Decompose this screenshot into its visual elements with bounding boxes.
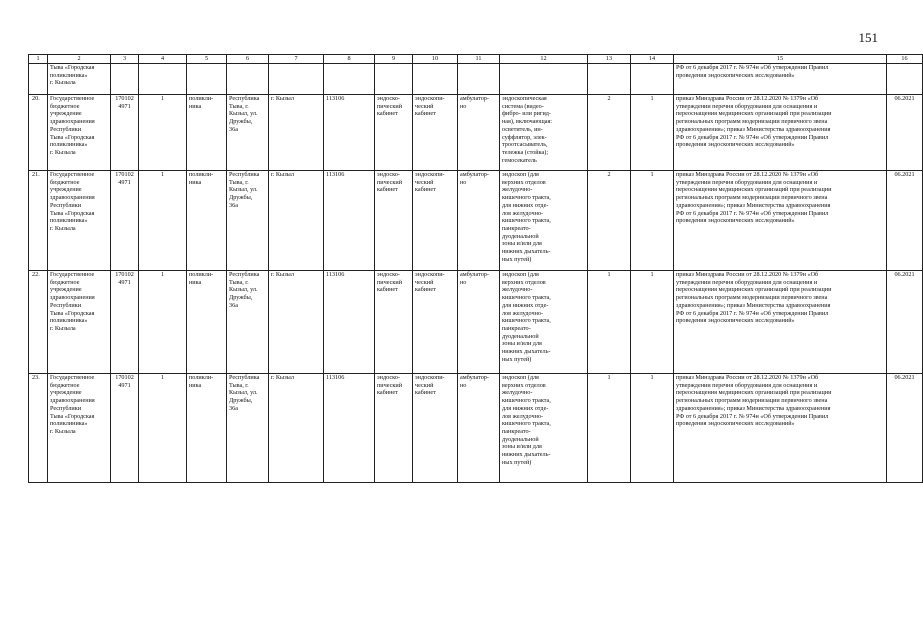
cell-count: 1 [139,95,187,171]
header-col-3: 3 [111,55,139,64]
cell-date: 06.2021 [887,171,923,271]
cell-room: эндоскопи- ческий кабинет [413,95,458,171]
cell-code: 170102 4971 [111,171,139,271]
table-row [29,374,923,483]
header-col-12: 12 [500,55,588,64]
cell-code: 170102 4971 [111,271,139,374]
cell-unit: эндоско- пический кабинет [375,271,413,374]
cell-legal-basis: РФ от 6 декабря 2017 г. № 974н «Об утверждении Правил проведения эндоскопических исследований» [674,64,887,95]
header-col-4: 4 [139,55,187,64]
header-col-14: 14 [631,55,674,64]
cell-city: г. Кызыл [269,271,324,374]
cell-city: г. Кызыл [269,95,324,171]
equipment-table [28,54,923,483]
cell-care-type: амбулатор- но [458,374,500,483]
cell-unit: эндоско- пический кабинет [375,171,413,271]
cell-room: эндоскопи- ческий кабинет [413,171,458,271]
cell-equipment: эндоскоп (для верхних отделов желудочно- кишечного тракта, для нижних отде- лов желудочно- кишечного тракта, панкреато- дуоденальной зоны и/или для нижних дыхатель- ных путей) [500,271,588,374]
cell-institution: Государственное бюджетное учреждение здравоохранения Республики Тыва «Городская поликлиника» г. Кызыла [48,95,111,171]
cell-city: г. Кызыл [269,374,324,483]
cell-unit: эндоско- пический кабинет [375,374,413,483]
cell-institution: Государственное бюджетное учреждение здравоохранения Республики Тыва «Городская поликлиника» г. Кызыла [48,374,111,483]
header-col-13: 13 [588,55,631,64]
cell-number: 22. [29,271,48,374]
cell-qty-required: 2 [588,171,631,271]
header-col-5: 5 [187,55,227,64]
cell-institution: Государственное бюджетное учреждение здравоохранения Республики Тыва «Городская поликлиника» г. Кызыла [48,171,111,271]
header-col-7: 7 [269,55,324,64]
cell-oktmo: 113106 [324,271,375,374]
cell-room: эндоскопи- ческий кабинет [413,271,458,374]
continued-row [29,64,923,95]
cell-qty-planned: 1 [631,171,674,271]
cell-address: Республика Тыва, г. Кызыл, ул. Дружбы, 36а [227,171,269,271]
table-row [29,95,923,171]
cell-facility-type: поликли- ника [187,95,227,171]
cell-address: Республика Тыва, г. Кызыл, ул. Дружбы, 36а [227,271,269,374]
header-col-2: 2 [48,55,111,64]
cell-room: эндоскопи- ческий кабинет [413,374,458,483]
header-col-9: 9 [375,55,413,64]
page-number: 151 [858,30,878,45]
cell-legal-basis: приказ Минздрава России от 28.12.2020 № 1379н «Об утверждении перечня оборудования для оснащения и переоснащения медицинских организаций при реализации региональных программ модернизации первичного звена здравоохранения»; приказ Министерства здравоохранения РФ от 6 декабря 2017 г. № 974н «Об утверждении Правил проведения эндоскопических исследований» [674,374,887,483]
header-col-10: 10 [413,55,458,64]
cell-date: 06.2021 [887,374,923,483]
cell-care-type: амбулатор- но [458,171,500,271]
cell-address: Республика Тыва, г. Кызыл, ул. Дружбы, 36а [227,374,269,483]
cell-legal-basis: приказ Минздрава России от 28.12.2020 № 1379н «Об утверждении перечня оборудования для оснащения и переоснащения медицинских организаций при реализации региональных программ модернизации первичного звена здравоохранения»; приказ Министерства здравоохранения РФ от 6 декабря 2017 г. № 974н «Об утверждении Правил проведения эндоскопических исследований» [674,171,887,271]
cell-number: 23. [29,374,48,483]
cell-institution: Тыва «Городская поликлиника» г. Кызыла [48,64,111,95]
cell-equipment: эндоскоп (для верхних отделов желудочно- кишечного тракта, для нижних отде- лов желудочно- кишечного тракта, панкреато- дуоденальной зоны и/или для нижних дыхатель- ных путей) [500,374,588,483]
cell-count: 1 [139,171,187,271]
cell-qty-planned: 1 [631,374,674,483]
cell-oktmo: 113106 [324,171,375,271]
cell-legal-basis: приказ Минздрава России от 28.12.2020 № 1379н «Об утверждении перечня оборудования для оснащения и переоснащения медицинских организаций при реализации региональных программ модернизации первичного звена здравоохранения»; приказ Министерства здравоохранения РФ от 6 декабря 2017 г. № 974н «Об утверждении Правил проведения эндоскопических исследований» [674,271,887,374]
cell-unit: эндоско- пический кабинет [375,95,413,171]
header-col-16: 16 [887,55,923,64]
cell-facility-type: поликли- ника [187,271,227,374]
cell-equipment: эндоскоп (для верхних отделов желудочно- кишечного тракта, для нижних отде- лов желудочно- кишечного тракта, панкреато- дуоденальной зоны и/или для нижних дыхатель- ных путей) [500,171,588,271]
cell-care-type: амбулатор- но [458,271,500,374]
header-col-15: 15 [674,55,887,64]
header-col-6: 6 [227,55,269,64]
cell-legal-basis: приказ Минздрава России от 28.12.2020 № 1379н «Об утверждении перечня оборудования для оснащения и переоснащения медицинских организаций при реализации региональных программ модернизации первичного звена здравоохранения»; приказ Министерства здравоохранения РФ от 6 декабря 2017 г. № 974н «Об утверждении Правил проведения эндоскопических исследований» [674,95,887,171]
cell-number: 21. [29,171,48,271]
cell-code: 170102 4971 [111,95,139,171]
cell-count: 1 [139,374,187,483]
cell-oktmo: 113106 [324,95,375,171]
cell-qty-planned: 1 [631,271,674,374]
cell-care-type: амбулатор- но [458,95,500,171]
cell-number: 20. [29,95,48,171]
cell-city: г. Кызыл [269,171,324,271]
cell-qty-planned: 1 [631,95,674,171]
cell-equipment: эндоскопическая система (видео- фибро- или ригид- ная), включающая: осветитель, ин- суффлятор, элек- троотсасыватель, тележка (стойка); гемосекатель [500,95,588,171]
cell-qty-required: 1 [588,271,631,374]
cell-facility-type: поликли- ника [187,374,227,483]
cell-qty-required: 1 [588,374,631,483]
cell-institution: Государственное бюджетное учреждение здравоохранения Республики Тыва «Городская поликлиника» г. Кызыла [48,271,111,374]
cell-facility-type: поликли- ника [187,171,227,271]
cell-qty-required: 2 [588,95,631,171]
cell-date: 06.2021 [887,95,923,171]
header-row [29,55,923,64]
cell-code: 170102 4971 [111,374,139,483]
cell-address: Республика Тыва, г. Кызыл, ул. Дружбы, 36а [227,95,269,171]
header-col-1: 1 [29,55,48,64]
header-col-11: 11 [458,55,500,64]
cell-oktmo: 113106 [324,374,375,483]
header-col-8: 8 [324,55,375,64]
cell-count: 1 [139,271,187,374]
cell-date: 06.2021 [887,271,923,374]
table-row [29,171,923,271]
table-row [29,271,923,374]
